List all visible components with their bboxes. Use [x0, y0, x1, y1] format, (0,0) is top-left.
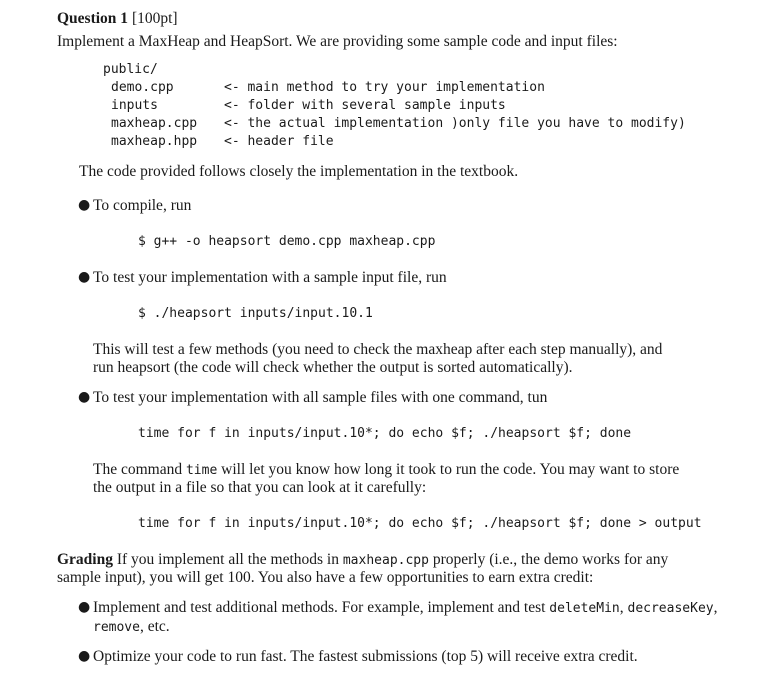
grading-pre: If you implement all the methods in: [112, 551, 343, 568]
file-desc-maxheap-cpp: <- the actual implementation )only file you have to modify): [224, 116, 686, 131]
grading-line1: [57, 551, 668, 569]
code-remove: remove: [93, 620, 140, 635]
file-name-maxheap-cpp: maxheap.cpp: [111, 116, 198, 131]
file-tree-root: public/: [103, 62, 158, 77]
question-title: Question 1: [57, 10, 129, 27]
grading-line2: sample input), you will get 100. You also have a few opportunities to earn extra credit:: [57, 569, 594, 586]
step-all-text: To test your implementation with all sample files with one command, tun: [93, 389, 548, 406]
grading-label: Grading: [57, 551, 113, 568]
bullet-icon: ●: [78, 197, 91, 213]
bullet-icon: ●: [78, 599, 91, 615]
step-compile-text: To compile, run: [93, 197, 192, 214]
file-name-maxheap-hpp: maxheap.hpp: [111, 134, 198, 149]
extra-credit-speed: Optimize your code to run fast. The fastest submissions (top 5) will receive extra credit.: [93, 648, 638, 665]
time-note-code: time: [185, 463, 218, 478]
extra-methods-sep2: ,: [713, 599, 718, 616]
extra-methods-sep: ,: [619, 599, 628, 616]
follows-text: The code provided follows closely the implementation in the textbook.: [79, 163, 519, 180]
code-decreasekey: decreaseKey: [627, 601, 714, 616]
extra-credit-methods-line2: [93, 618, 170, 636]
file-name-inputs: inputs: [111, 98, 158, 113]
grading-post: properly (i.e., the demo works for any: [428, 551, 669, 568]
test-note-line2: run heapsort (the code will check whether the output is sorted automatically).: [93, 359, 573, 376]
file-name-demo: demo.cpp: [111, 80, 174, 95]
extra-methods-pre: Implement and test additional methods. For example, implement and test: [93, 599, 550, 616]
output-command: time for f in inputs/input.10*; do echo $f; ./heapsort $f; done > output: [138, 516, 702, 531]
all-command: time for f in inputs/input.10*; do echo $f; ./heapsort $f; done: [138, 426, 632, 441]
file-desc-maxheap-hpp: <- header file: [224, 134, 334, 149]
extra-methods-post: , etc.: [139, 618, 170, 635]
question-intro: Implement a MaxHeap and HeapSort. We are providing some sample code and input files:: [57, 33, 618, 50]
time-note-pre: The command: [93, 461, 186, 478]
bullet-icon: ●: [78, 269, 91, 285]
file-desc-inputs: <- folder with several sample inputs: [224, 98, 506, 113]
time-note-line1: [93, 461, 679, 479]
time-note-line2: the output in a file so that you can look at it carefully:: [93, 479, 427, 496]
step-test-text: To test your implementation with a sample input file, run: [93, 269, 447, 286]
question-points: [100pt]: [131, 10, 178, 27]
file-desc-demo: <- main method to try your implementation: [224, 80, 545, 95]
extra-credit-methods-line1: [93, 599, 717, 617]
grading-code: maxheap.cpp: [342, 553, 429, 568]
question-heading: [57, 10, 178, 28]
bullet-icon: ●: [78, 389, 91, 405]
code-deletemin: deleteMin: [549, 601, 620, 616]
bullet-icon: ●: [78, 648, 91, 664]
compile-command: $ g++ -o heapsort demo.cpp maxheap.cpp: [138, 234, 436, 249]
time-note-post: will let you know how long it took to run the code. You may want to store: [217, 461, 680, 478]
test-command: $ ./heapsort inputs/input.10.1: [138, 306, 373, 321]
test-note-line1: This will test a few methods (you need to check the maxheap after each step manually), and: [93, 341, 663, 358]
